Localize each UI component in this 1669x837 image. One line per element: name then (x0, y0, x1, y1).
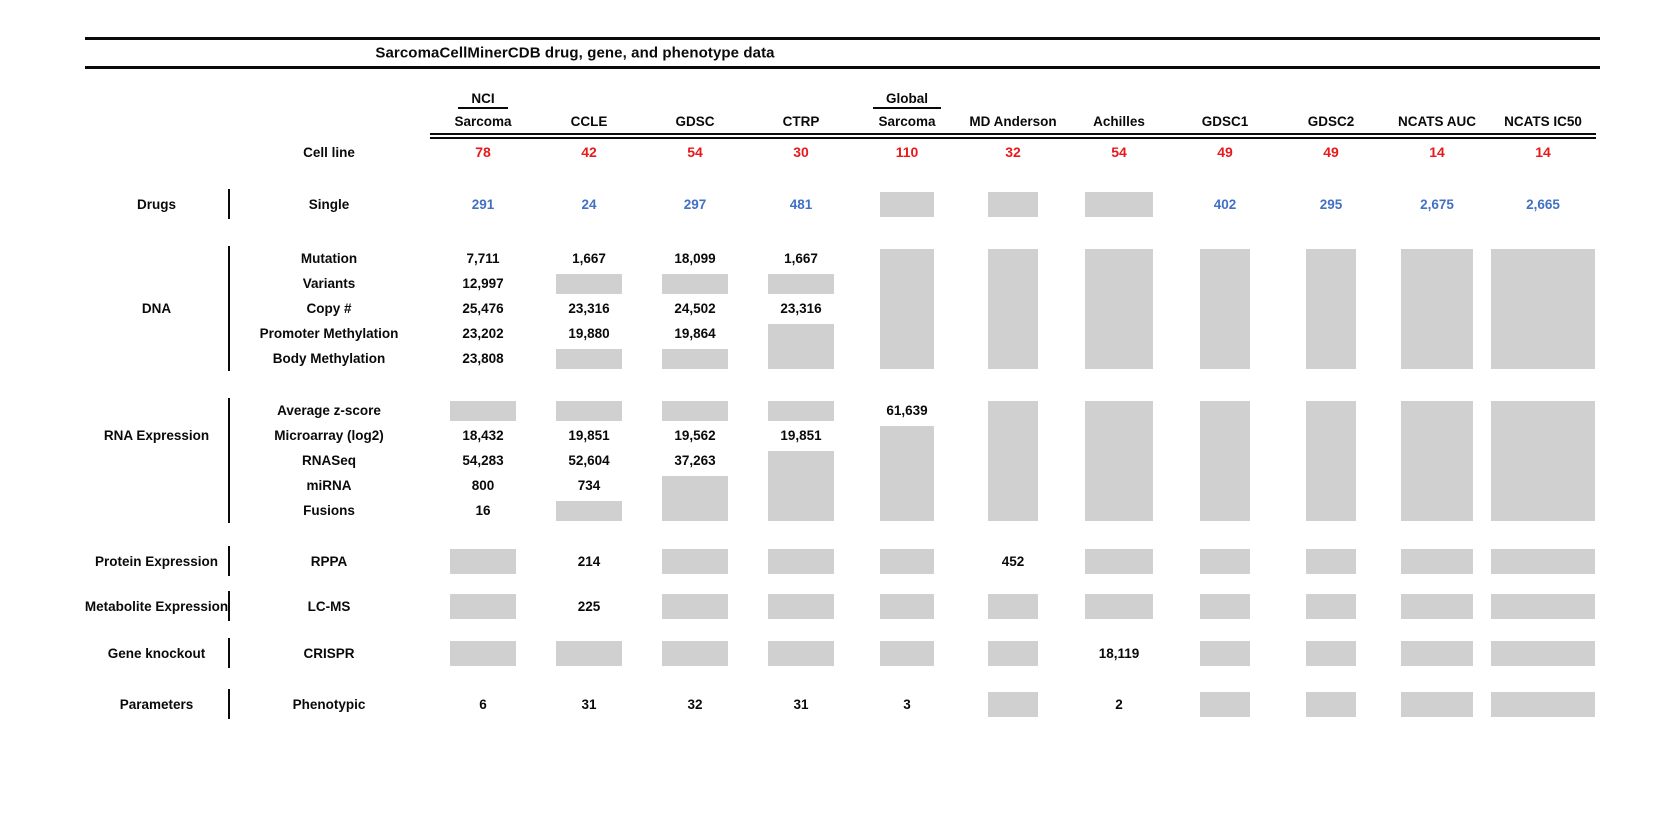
missing-data-block (556, 349, 622, 369)
row-label-rnaseq: RNASeq (301, 453, 356, 468)
column-header-sarcoma-0: Sarcoma (454, 113, 512, 129)
missing-data-block (880, 641, 934, 666)
column-header-gdsc-2: GDSC (675, 113, 715, 129)
column-header-ctrp-3: CTRP (782, 113, 820, 129)
column-header-top-global (854, 85, 960, 109)
data-value: 2 (1115, 696, 1123, 712)
cell-line-count: 42 (581, 144, 597, 160)
missing-data-cell (536, 271, 642, 296)
data-value: 1,667 (572, 251, 606, 266)
cell-line-count: 54 (1111, 144, 1127, 160)
data-value: 225 (577, 598, 601, 614)
missing-data-cell (1490, 638, 1596, 668)
category-label-parameters: Parameters (119, 696, 194, 712)
column-header-top-label: NCI (458, 91, 507, 109)
column-header-sarcoma-4: Sarcoma (878, 113, 936, 129)
data-value: 19,880 (568, 326, 610, 341)
missing-data-block (450, 594, 516, 619)
missing-data-block (1200, 401, 1250, 521)
missing-data-cell (430, 591, 536, 621)
missing-data-cell (536, 346, 642, 371)
title-rule-bottom (85, 66, 1600, 69)
row-label-rppa: RPPA (310, 553, 348, 569)
cell-line-label: Cell line (303, 144, 355, 160)
data-value: 6 (479, 696, 487, 712)
missing-data-block (1200, 249, 1250, 369)
data-value: 23,316 (780, 301, 822, 316)
missing-data-block (556, 501, 622, 521)
row-label-promoter-methylation: Promoter Methylation (259, 326, 399, 341)
missing-data-block (1200, 692, 1250, 717)
missing-data-block (880, 549, 934, 574)
missing-data-block (662, 349, 728, 369)
column-header-ncats-auc-9: NCATS AUC (1398, 113, 1476, 129)
missing-data-cell (1278, 638, 1384, 668)
cell-line-count: 14 (1535, 144, 1551, 160)
column-header-achilles-6: Achilles (1093, 113, 1145, 129)
section-drugs (85, 189, 1669, 219)
missing-data-block (1085, 549, 1153, 574)
data-value: 7,711 (466, 251, 500, 266)
missing-data-cell (854, 423, 960, 523)
missing-data-block (768, 549, 834, 574)
missing-data-cell (748, 271, 854, 296)
missing-data-cell (642, 346, 748, 371)
missing-data-cell (1066, 591, 1172, 621)
missing-data-cell (1490, 246, 1596, 371)
missing-data-cell (430, 398, 536, 423)
missing-data-cell (1490, 689, 1596, 719)
cell-line-count: 14 (1429, 144, 1445, 160)
row-label-mutation: Mutation (300, 251, 358, 266)
column-header-gdsc2-8: GDSC2 (1307, 113, 1355, 129)
missing-data-block (1306, 549, 1356, 574)
missing-data-block (662, 641, 728, 666)
missing-data-cell (960, 246, 1066, 371)
missing-data-cell (748, 546, 854, 576)
data-value: 291 (471, 196, 495, 212)
missing-data-cell (854, 591, 960, 621)
missing-data-cell (642, 473, 748, 523)
row-label-variants: Variants (302, 276, 356, 291)
data-value: 12,997 (462, 276, 504, 291)
data-value: 54,283 (462, 453, 504, 468)
missing-data-cell (960, 591, 1066, 621)
missing-data-block (662, 549, 728, 574)
missing-data-cell (1172, 591, 1278, 621)
missing-data-cell (854, 638, 960, 668)
missing-data-cell (642, 591, 748, 621)
data-value: 19,562 (674, 428, 716, 443)
missing-data-block (768, 324, 834, 369)
section-parameters (85, 689, 1669, 719)
data-value: 214 (577, 553, 601, 569)
missing-data-cell (642, 638, 748, 668)
category-label-drugs: Drugs (136, 196, 176, 212)
missing-data-block (988, 249, 1038, 369)
data-value: 19,851 (568, 428, 610, 443)
missing-data-cell (1066, 246, 1172, 371)
missing-data-cell (642, 546, 748, 576)
missing-data-block (1401, 692, 1473, 717)
missing-data-cell (1490, 591, 1596, 621)
missing-data-cell (1384, 398, 1490, 523)
data-value: 37,263 (674, 453, 716, 468)
missing-data-block (768, 451, 834, 521)
missing-data-cell (1066, 546, 1172, 576)
missing-data-cell (1066, 189, 1172, 219)
cell-line-count: 78 (475, 144, 491, 160)
data-value: 800 (471, 478, 495, 493)
missing-data-cell (1384, 246, 1490, 371)
data-value: 61,639 (886, 403, 928, 418)
column-header-md-anderson-5: MD Anderson (969, 113, 1057, 129)
missing-data-block (1200, 594, 1250, 619)
data-value: 452 (1001, 553, 1025, 569)
missing-data-cell (430, 546, 536, 576)
section-rna-expression (85, 398, 1669, 523)
data-value: 23,808 (462, 351, 504, 366)
missing-data-block (1306, 594, 1356, 619)
missing-data-cell (1384, 689, 1490, 719)
missing-data-block (1401, 401, 1473, 521)
cell-line-count: 32 (1005, 144, 1021, 160)
missing-data-block (1085, 192, 1153, 217)
missing-data-cell (960, 638, 1066, 668)
data-value: 1,667 (784, 251, 818, 266)
data-value: 25,476 (462, 301, 504, 316)
missing-data-block (662, 476, 728, 521)
category-label-rna-expression: RNA Expression (103, 428, 210, 443)
missing-data-block (768, 641, 834, 666)
category-label-protein-expression: Protein Expression (94, 553, 219, 569)
missing-data-cell (960, 398, 1066, 523)
data-value: 18,432 (462, 428, 504, 443)
missing-data-block (1401, 641, 1473, 666)
cell-line-count: 54 (687, 144, 703, 160)
missing-data-block (1401, 594, 1473, 619)
missing-data-block (988, 641, 1038, 666)
section-protein-expression (85, 546, 1669, 576)
column-header-ccle-1: CCLE (570, 113, 608, 129)
missing-data-cell (536, 638, 642, 668)
missing-data-cell (748, 448, 854, 523)
cell-line-count: 110 (895, 144, 919, 160)
missing-data-cell (430, 638, 536, 668)
missing-data-block (768, 274, 834, 294)
cell-line-count: 30 (793, 144, 809, 160)
row-label-average-z-score: Average z-score (277, 403, 381, 418)
table-figure (0, 37, 1669, 837)
missing-data-cell (748, 321, 854, 371)
missing-data-block (988, 692, 1038, 717)
missing-data-cell (642, 398, 748, 423)
missing-data-cell (1278, 246, 1384, 371)
missing-data-block (556, 641, 622, 666)
missing-data-cell (1172, 638, 1278, 668)
missing-data-block (1200, 549, 1250, 574)
data-value: 24,502 (674, 301, 716, 316)
cell-line-count: 49 (1323, 144, 1339, 160)
missing-data-cell (1278, 689, 1384, 719)
row-label-crispr: CRISPR (303, 645, 355, 661)
data-value: 297 (683, 196, 707, 212)
row-label-fusions: Fusions (303, 503, 355, 518)
data-value: 16 (475, 503, 491, 518)
missing-data-block (880, 594, 934, 619)
data-value: 402 (1213, 196, 1237, 212)
missing-data-cell (1172, 398, 1278, 523)
missing-data-block (1306, 692, 1356, 717)
missing-data-cell (854, 246, 960, 371)
missing-data-block (662, 274, 728, 294)
missing-data-block (556, 274, 622, 294)
data-value: 19,864 (674, 326, 716, 341)
data-value: 18,099 (674, 251, 716, 266)
column-header-top-label: Global (873, 91, 941, 109)
section-gene-knockout (85, 638, 1669, 668)
data-value: 3 (903, 696, 911, 712)
missing-data-block (1306, 401, 1356, 521)
missing-data-cell (748, 638, 854, 668)
sections-container (0, 189, 1669, 719)
data-value: 52,604 (568, 453, 610, 468)
data-value: 24 (581, 196, 597, 212)
missing-data-cell (1490, 398, 1596, 523)
category-label-metabolite-expression: Metabolite Expression (84, 598, 229, 614)
data-value: 18,119 (1098, 645, 1140, 661)
missing-data-block (556, 401, 622, 421)
missing-data-block (768, 401, 834, 421)
data-value: 31 (581, 696, 597, 712)
missing-data-block (988, 594, 1038, 619)
missing-data-cell (536, 498, 642, 523)
category-label-gene-knockout: Gene knockout (107, 645, 206, 661)
data-value: 295 (1319, 196, 1343, 212)
missing-data-cell (748, 398, 854, 423)
missing-data-block (450, 549, 516, 574)
row-label-copy: Copy # (306, 301, 352, 316)
data-value: 23,202 (462, 326, 504, 341)
missing-data-cell (960, 189, 1066, 219)
missing-data-block (1491, 549, 1595, 574)
data-value: 2,675 (1420, 196, 1454, 212)
missing-data-cell (1278, 546, 1384, 576)
missing-data-cell (1066, 398, 1172, 523)
missing-data-block (662, 594, 728, 619)
missing-data-block (1491, 401, 1595, 521)
missing-data-block (1491, 641, 1595, 666)
missing-data-block (880, 249, 934, 369)
missing-data-block (768, 594, 834, 619)
row-label-lc-ms: LC-MS (307, 598, 351, 614)
title-row (85, 40, 1600, 66)
missing-data-block (1306, 249, 1356, 369)
missing-data-cell (1384, 591, 1490, 621)
section-metabolite-expression (85, 591, 1669, 621)
missing-data-block (1491, 692, 1595, 717)
missing-data-cell (960, 689, 1066, 719)
missing-data-cell (1278, 591, 1384, 621)
row-label-phenotypic: Phenotypic (292, 696, 366, 712)
missing-data-cell (854, 546, 960, 576)
missing-data-block (1491, 249, 1595, 369)
missing-data-block (450, 641, 516, 666)
row-label-microarray-log2: Microarray (log2) (274, 428, 384, 443)
category-label-dna: DNA (141, 301, 172, 316)
missing-data-cell (1172, 546, 1278, 576)
row-label-body-methylation: Body Methylation (272, 351, 386, 366)
column-header-ncats-ic50-10: NCATS IC50 (1504, 113, 1582, 129)
missing-data-cell (1490, 546, 1596, 576)
missing-data-block (1401, 249, 1473, 369)
missing-data-cell (1384, 546, 1490, 576)
missing-data-cell (642, 271, 748, 296)
missing-data-cell (854, 189, 960, 219)
missing-data-block (1200, 641, 1250, 666)
missing-data-cell (1278, 398, 1384, 523)
row-label-single: Single (308, 196, 350, 212)
missing-data-block (988, 401, 1038, 521)
missing-data-block (1085, 401, 1153, 521)
missing-data-block (1085, 594, 1153, 619)
table-title: SarcomaCellMinerCDB drug, gene, and phenotype data (375, 44, 775, 62)
header-grid (85, 85, 1669, 165)
missing-data-cell (748, 591, 854, 621)
data-value: 734 (577, 478, 601, 493)
data-value: 23,316 (568, 301, 610, 316)
missing-data-block (988, 192, 1038, 217)
cell-line-count: 49 (1217, 144, 1233, 160)
data-value: 2,665 (1526, 196, 1560, 212)
section-dna (85, 246, 1669, 371)
missing-data-block (1085, 249, 1153, 369)
data-value: 31 (793, 696, 809, 712)
missing-data-cell (1172, 246, 1278, 371)
missing-data-cell (536, 398, 642, 423)
missing-data-block (1306, 641, 1356, 666)
missing-data-block (662, 401, 728, 421)
missing-data-block (1401, 549, 1473, 574)
missing-data-block (1491, 594, 1595, 619)
data-value: 19,851 (780, 428, 822, 443)
column-header-top-nci (430, 85, 536, 109)
column-header-gdsc1-7: GDSC1 (1201, 113, 1249, 129)
title-band (85, 37, 1600, 69)
data-value: 32 (687, 696, 703, 712)
missing-data-block (880, 426, 934, 521)
missing-data-cell (1384, 638, 1490, 668)
row-label-mirna: miRNA (306, 478, 352, 493)
missing-data-cell (1172, 689, 1278, 719)
data-value: 481 (789, 196, 813, 212)
missing-data-block (880, 192, 934, 217)
missing-data-block (450, 401, 516, 421)
